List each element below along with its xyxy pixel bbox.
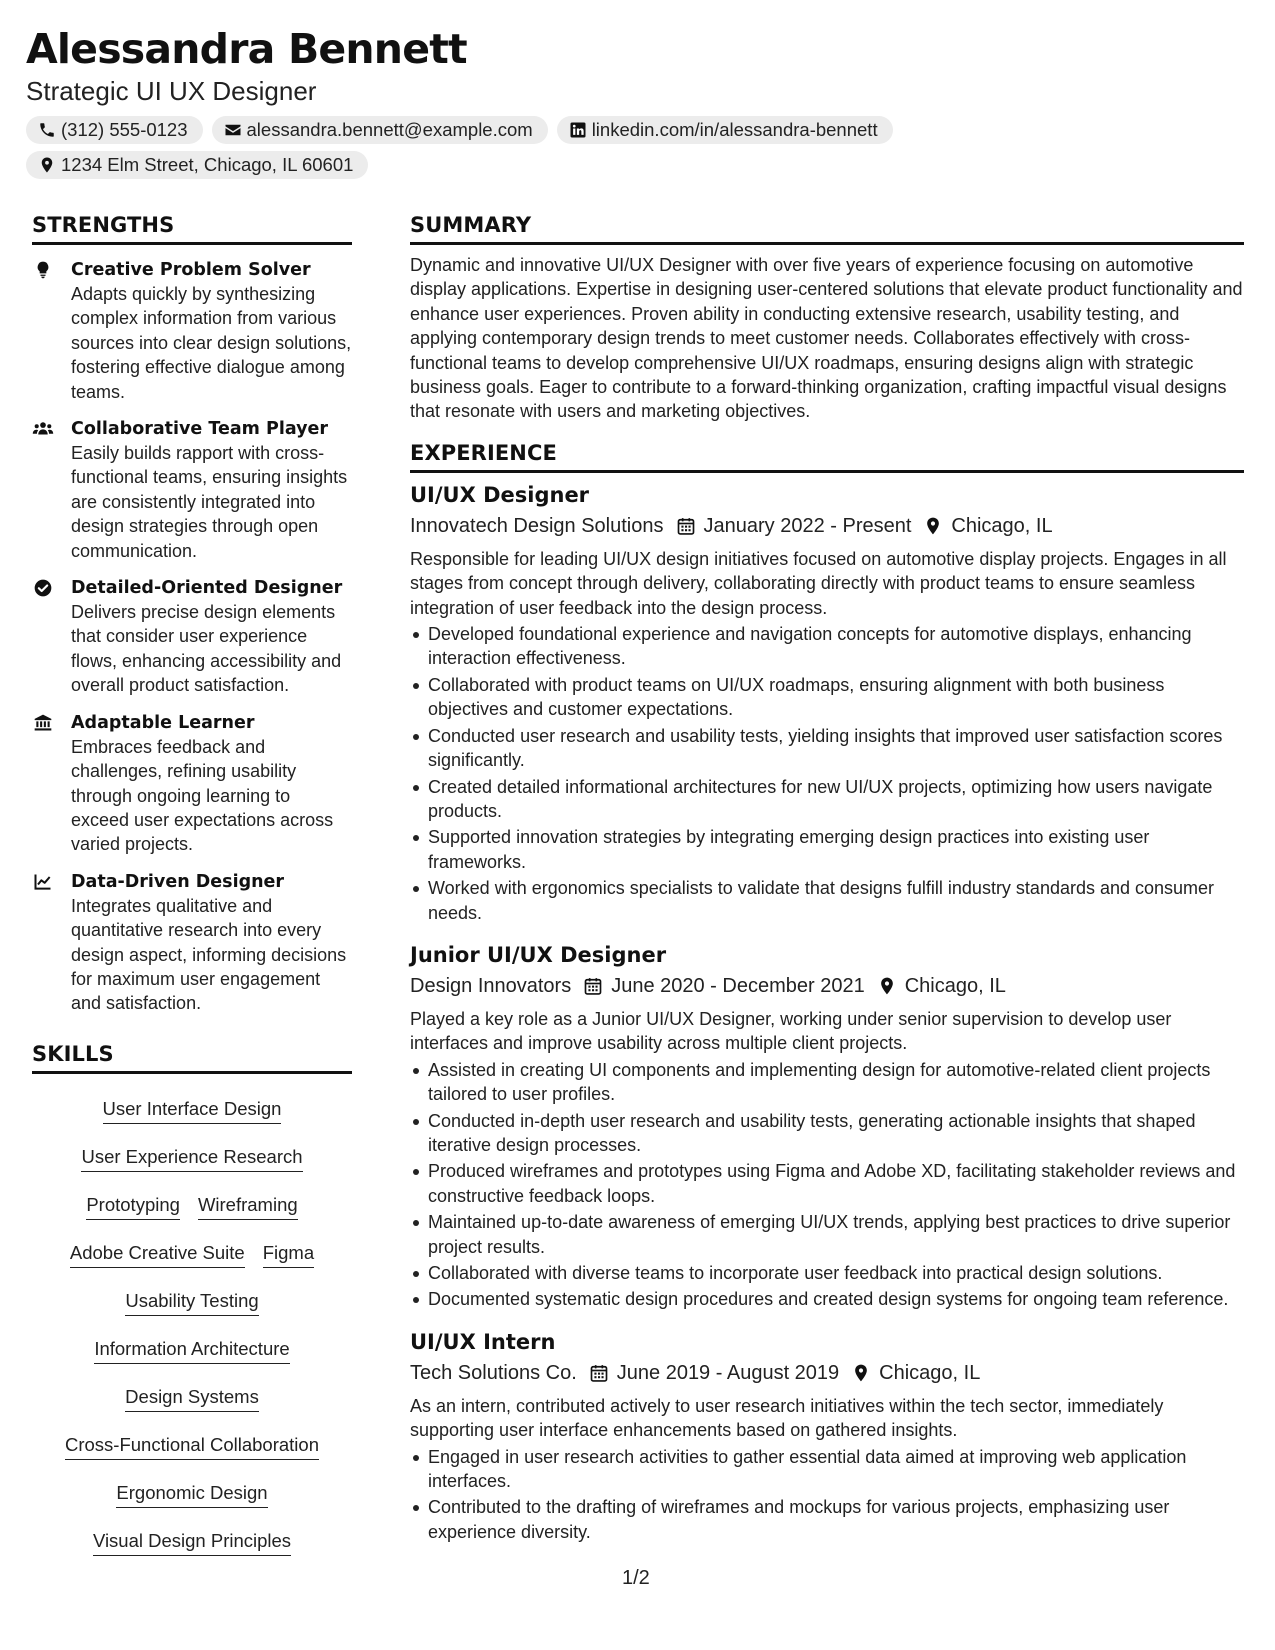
- skills-list: [32, 1086, 352, 1566]
- strength-title: Data-Driven Designer: [71, 871, 285, 892]
- strength-desc: Adapts quickly by synthesizing complex information from various sources into clear design solutions, fostering effective dialogue among teams.: [71, 284, 352, 402]
- job-entry: [410, 1328, 1244, 1544]
- contact-linkedin-text: linkedin.com/in/alessandra-bennett: [591, 119, 878, 140]
- job-meta: [410, 511, 1244, 541]
- job-company: Innovatech Design Solutions: [410, 514, 664, 537]
- users-icon: [32, 419, 54, 439]
- linkedin-icon: [569, 121, 587, 139]
- contact-email-text: alessandra.bennett@example.com: [246, 119, 533, 140]
- job-desc: Responsible for leading UI/UX design initiatives focused on automotive display projects. Engages in all stages from concept through delivery, collaborating directly with product teams to ensure seamless integration of user feedback into the design process.: [410, 548, 1227, 618]
- page-number: 1/2: [622, 1567, 650, 1589]
- calendar-icon: [676, 516, 696, 536]
- candidate-name: Alessandra Bennett: [26, 25, 467, 73]
- job-bullet: Conducted user research and usability tests, yielding insights that improved user satisfaction scores significantly.: [410, 724, 1244, 773]
- job-bullet: Developed foundational experience and navigation concepts for automotive displays, enhancing interaction effectiveness.: [410, 622, 1244, 671]
- job-bullet: Created detailed informational architectures for new UI/UX projects, optimizing how users navigate products.: [410, 775, 1244, 824]
- contact-address-text: 1234 Elm Street, Chicago, IL 60601: [61, 154, 354, 175]
- skill-tag: Wireframing: [198, 1192, 298, 1220]
- strength-item: [32, 258, 352, 404]
- job-bullet: Engaged in user research activities to gather essential data aimed at improving web application interfaces.: [410, 1445, 1244, 1494]
- job-bullets: [410, 1445, 1244, 1545]
- map-marker-icon: [38, 156, 56, 174]
- job-desc: As an intern, contributed actively to user research initiatives within the tech sector, immediately supporting user interface enhancements based on gathered insights.: [410, 1395, 1164, 1441]
- chart-line-icon: [32, 872, 54, 892]
- job-bullet: Collaborated with diverse teams to incorporate user feedback into practical design solutions.: [410, 1261, 1244, 1285]
- phone-icon: [38, 121, 56, 139]
- skill-tag: Ergonomic Design: [116, 1480, 267, 1508]
- job-role: Junior UI/UX Designer: [410, 942, 667, 967]
- left-column: [32, 213, 352, 1566]
- strength-desc: Delivers precise design elements that consider user experience flows, enhancing accessibility and overall product satisfaction.: [71, 602, 342, 696]
- summary-heading: SUMMARY: [410, 213, 1244, 245]
- skill-tag: Information Architecture: [94, 1336, 289, 1364]
- job-location: Chicago, IL: [904, 974, 1006, 997]
- job-bullet: Assisted in creating UI components and implementing design for automotive-related client projects tailored to user profiles.: [410, 1058, 1244, 1107]
- calendar-icon: [589, 1363, 609, 1383]
- skill-tag: Cross-Functional Collaboration: [65, 1432, 319, 1460]
- map-marker-icon: [877, 976, 897, 996]
- job-bullet: Documented systematic design procedures and created design systems for ongoing team reference.: [410, 1287, 1244, 1311]
- skill-tag: Design Systems: [125, 1384, 259, 1412]
- job-location: Chicago, IL: [879, 1361, 981, 1384]
- job-dates: June 2020 - December 2021: [611, 974, 865, 997]
- strength-title: Creative Problem Solver: [71, 260, 311, 280]
- skill-tag: User Experience Research: [81, 1144, 302, 1172]
- job-bullets: [410, 1058, 1244, 1312]
- job-bullet: Maintained up-to-date awareness of emerging UI/UX trends, applying best practices to drive superior project results.: [410, 1210, 1244, 1259]
- contact-address: [26, 151, 368, 179]
- skill-tag: Usability Testing: [125, 1288, 258, 1316]
- job-company: Tech Solutions Co.: [410, 1361, 577, 1384]
- job-bullet: Worked with ergonomics specialists to validate that designs fulfill industry standards and consumer needs.: [410, 876, 1244, 925]
- strength-title: Detailed-Oriented Designer: [71, 578, 343, 599]
- job-bullet: Collaborated with product teams on UI/UX roadmaps, ensuring alignment with both business objectives and customer expectations.: [410, 673, 1244, 722]
- contact-list: [26, 116, 946, 186]
- strength-item: [32, 711, 352, 857]
- strength-desc: Integrates qualitative and quantitative research into every design aspect, informing decisions for maximum user engagement and satisfaction.: [71, 895, 347, 1014]
- job-location: Chicago, IL: [951, 514, 1053, 537]
- job-desc: Played a key role as a Junior UI/UX Designer, working under senior supervision to develop user interfaces and improve usability across multiple client projects.: [410, 1008, 1172, 1054]
- skill-tag: Prototyping: [86, 1192, 180, 1220]
- check-circle-icon: [32, 578, 54, 598]
- job-company: Design Innovators: [410, 974, 572, 997]
- envelope-icon: [224, 121, 242, 139]
- lightbulb-icon: [32, 260, 54, 280]
- job-bullet: Produced wireframes and prototypes using Figma and Adobe XD, facilitating stakeholder reviews and constructive feedback loops.: [410, 1159, 1244, 1208]
- skills-heading: SKILLS: [32, 1042, 352, 1074]
- contact-phone[interactable]: [26, 116, 203, 144]
- strength-desc: Easily builds rapport with cross-functional teams, ensuring insights are consistently integrated into design strategies through open communication.: [71, 443, 348, 561]
- strength-item: [32, 417, 352, 563]
- strengths-heading: STRENGTHS: [32, 213, 352, 245]
- job-meta: [410, 1358, 1244, 1388]
- job-dates: January 2022 - Present: [703, 514, 912, 537]
- experience-heading: EXPERIENCE: [410, 441, 1244, 473]
- job-dates: June 2019 - August 2019: [616, 1361, 840, 1384]
- skill-tag: Visual Design Principles: [93, 1528, 291, 1556]
- strength-title: Collaborative Team Player: [71, 419, 329, 440]
- job-meta: [410, 971, 1244, 1001]
- strength-item: [32, 576, 352, 698]
- right-column: [410, 213, 1244, 1544]
- strength-desc: Embraces feedback and challenges, refining usability through ongoing learning to exceed user expectations across varied projects.: [71, 736, 334, 855]
- university-icon: [32, 713, 54, 733]
- job-bullet: Supported innovation strategies by integrating emerging design practices into existing user frameworks.: [410, 825, 1244, 874]
- candidate-title: Strategic UI UX Designer: [26, 76, 317, 106]
- contact-phone-text: (312) 555-0123: [61, 119, 188, 140]
- map-marker-icon: [923, 516, 943, 536]
- job-bullets: [410, 622, 1244, 925]
- calendar-icon: [583, 976, 603, 996]
- skill-tag: User Interface Design: [103, 1096, 282, 1124]
- map-marker-icon: [851, 1363, 871, 1383]
- job-entry: [410, 481, 1244, 925]
- skill-tag: Adobe Creative Suite: [70, 1240, 245, 1268]
- job-entry: [410, 941, 1244, 1312]
- summary-text: Dynamic and innovative UI/UX Designer with over five years of experience focusing on automotive display applications. Expertise in designing user-centered solutions that elevate product functionality and enhance user experiences. Proven ability in conducting extensive research, usability testing, and applying contemporary design trends to meet customer needs. Collaborates effectively with cross-functional teams to develop comprehensive UI/UX roadmaps, ensuring designs align with strategic business goals. Eager to contribute to a forward-thinking organization, crafting impactful visual designs that resonate with users and marketing objectives.: [410, 255, 1243, 422]
- job-role: UI/UX Intern: [410, 1329, 556, 1354]
- job-bullet: Conducted in-depth user research and usability tests, generating actionable insights that shaped iterative design processes.: [410, 1109, 1244, 1158]
- job-bullet: Contributed to the drafting of wireframes and mockups for various projects, emphasizing user experience diversity.: [410, 1495, 1244, 1544]
- strength-title: Adaptable Learner: [71, 712, 255, 733]
- contact-email[interactable]: [212, 116, 548, 144]
- strength-item: [32, 870, 352, 1016]
- skill-tag: Figma: [263, 1240, 314, 1268]
- job-role: UI/UX Designer: [410, 482, 590, 507]
- resume-header: [26, 24, 1246, 186]
- contact-linkedin[interactable]: [557, 116, 893, 144]
